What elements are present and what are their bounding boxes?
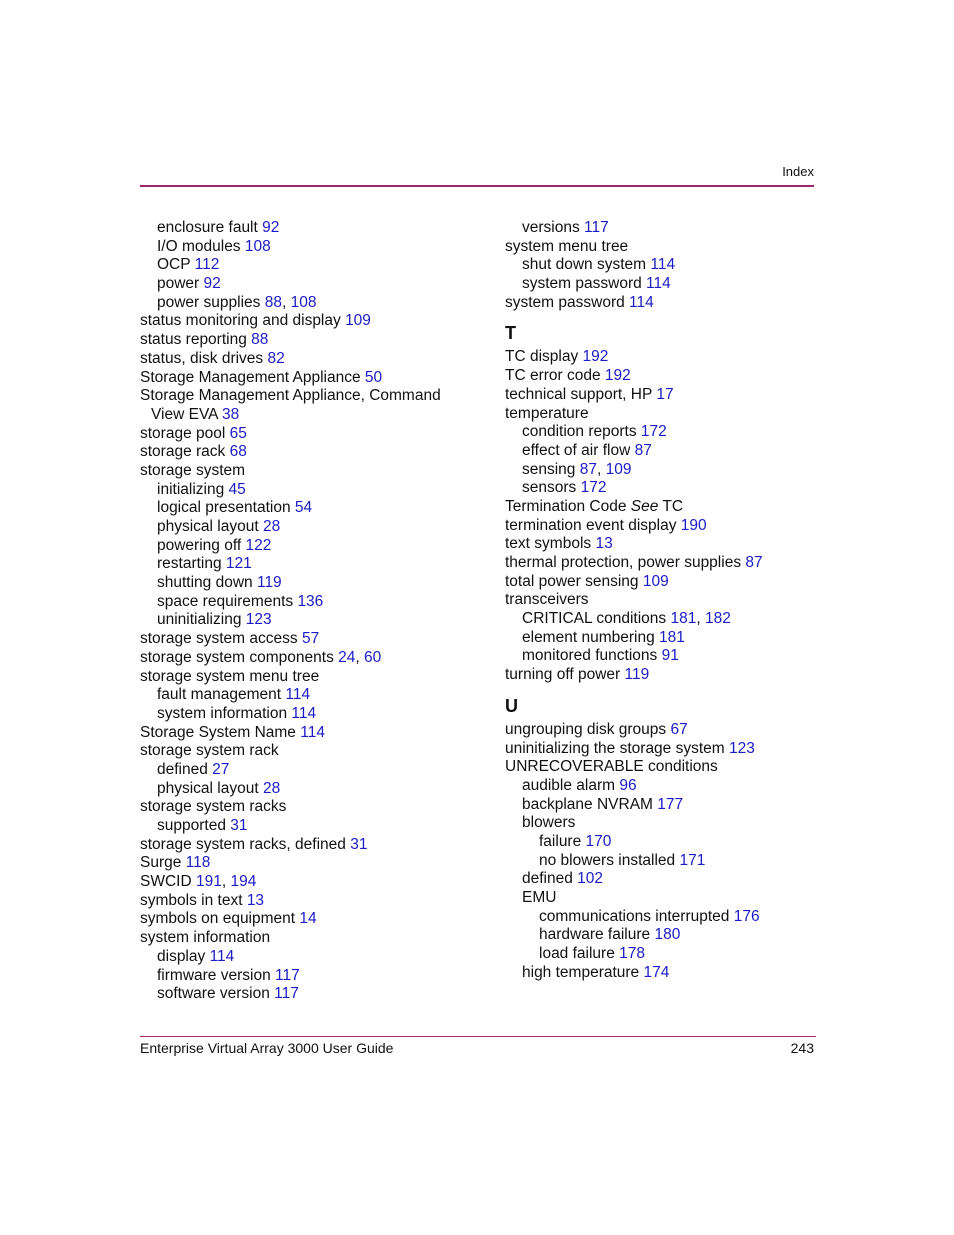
index-term: system information — [140, 929, 271, 947]
index-term: power — [157, 275, 204, 293]
index-term: status reporting — [140, 331, 252, 349]
index-term: logical presentation — [157, 499, 295, 517]
index-entry — [140, 910, 490, 929]
index-entry — [140, 387, 490, 406]
index-entry — [505, 852, 825, 871]
index-term: status, disk drives — [140, 349, 268, 367]
index-column-right — [505, 219, 825, 982]
index-term: hardware failure — [539, 926, 655, 944]
page-link[interactable]: 117 — [275, 966, 300, 984]
index-term: SWCID — [140, 873, 196, 891]
index-entry — [505, 629, 825, 648]
page-link[interactable]: 119 — [624, 666, 650, 684]
page-separator: , — [696, 610, 705, 628]
index-entry — [140, 369, 490, 388]
index-entry — [140, 331, 490, 350]
index-term: TC error code — [505, 367, 605, 385]
index-entry — [505, 554, 825, 573]
page-link[interactable]: 88 — [264, 293, 282, 311]
page-link[interactable]: 121 — [225, 555, 252, 573]
page-link[interactable]: 108 — [290, 293, 317, 311]
index-entry — [505, 461, 825, 480]
page-link[interactable]: 31 — [350, 835, 368, 853]
index-term: turning off power — [505, 666, 625, 684]
index-term: communications interrupted — [539, 907, 734, 925]
index-term: blowers — [522, 814, 576, 832]
index-term: sensors — [522, 479, 581, 497]
index-term: restarting — [157, 555, 226, 573]
page-link[interactable]: 123 — [245, 611, 272, 629]
index-entry — [505, 721, 825, 740]
index-term: storage system racks — [140, 798, 287, 816]
page-link[interactable]: 191 — [195, 873, 222, 891]
index-term: status monitoring and display — [140, 312, 346, 330]
page-link[interactable]: 177 — [657, 795, 684, 813]
index-letter-heading: U — [505, 695, 518, 716]
page-link[interactable]: 88 — [251, 331, 269, 349]
page-link[interactable]: 190 — [680, 516, 707, 534]
index-entry — [505, 814, 825, 833]
index-term: physical layout — [157, 518, 263, 535]
index-term: display — [157, 947, 210, 965]
index-term: load failure — [539, 945, 620, 963]
index-term: fault management — [157, 686, 286, 704]
page-link[interactable]: 181 — [670, 610, 697, 628]
page-link[interactable]: 92 — [203, 275, 221, 293]
index-entry — [140, 611, 490, 630]
index-term: software version — [157, 985, 275, 1003]
index-term: high temperature — [522, 963, 644, 981]
page-link[interactable]: 17 — [656, 385, 674, 403]
page-link[interactable]: 194 — [230, 873, 257, 891]
index-term: system password — [522, 275, 647, 293]
page-link[interactable]: 50 — [364, 368, 383, 386]
index-term: Surge — [140, 854, 186, 872]
index-entry — [140, 593, 490, 612]
index-entry — [505, 423, 825, 442]
index-term: symbols in text — [140, 891, 247, 909]
page-link[interactable]: 102 — [577, 870, 604, 888]
index-entry — [505, 833, 825, 852]
index-entry — [140, 742, 490, 761]
index-term: sensing — [522, 460, 580, 478]
index-term: uninitializing — [157, 611, 246, 629]
page-link[interactable]: 114 — [646, 275, 671, 293]
index-entry — [505, 386, 825, 405]
index-entry — [140, 798, 490, 817]
index-entry — [140, 892, 490, 911]
page-link[interactable]: 24 — [338, 648, 356, 666]
index-entry — [140, 312, 490, 331]
index-entry — [140, 574, 490, 593]
index-entry — [505, 517, 825, 536]
index-term: audible alarm — [522, 776, 620, 794]
index-entry — [505, 256, 825, 275]
index-term: physical layout — [157, 779, 263, 797]
page-link[interactable]: 174 — [643, 963, 670, 981]
index-term: storage system components — [140, 648, 339, 666]
page-link[interactable]: 114 — [291, 704, 317, 722]
index-entry — [140, 780, 490, 799]
index-term: system menu tree — [505, 237, 629, 255]
index-entry — [140, 406, 490, 425]
page-link[interactable]: 114 — [285, 686, 311, 704]
page-link[interactable]: 87 — [745, 554, 763, 571]
page-link[interactable]: 170 — [585, 832, 612, 850]
page-link[interactable]: 178 — [619, 945, 646, 963]
index-entry — [140, 761, 490, 780]
page-link[interactable]: 45 — [228, 480, 246, 498]
index-entry — [140, 724, 490, 743]
index-entry — [140, 256, 490, 275]
page-link[interactable]: 192 — [582, 348, 609, 366]
index-entry — [505, 367, 825, 386]
index-entry — [505, 405, 825, 424]
index-entry — [140, 929, 490, 948]
page-link[interactable]: 38 — [221, 405, 240, 423]
page-link[interactable]: 28 — [262, 518, 281, 535]
page-link[interactable]: 68 — [229, 443, 247, 461]
index-term: OCP — [157, 256, 195, 274]
index-entry — [505, 498, 825, 517]
index-entry — [140, 499, 490, 518]
index-term: temperature — [505, 404, 589, 422]
index-term: supported — [157, 817, 231, 834]
index-entry — [140, 668, 490, 687]
index-entry — [505, 573, 825, 592]
page-link[interactable]: 108 — [244, 237, 271, 255]
page-link[interactable]: 114 — [650, 256, 676, 274]
index-term: storage system menu tree — [140, 667, 320, 685]
index-entry — [140, 873, 490, 892]
index-entry — [505, 610, 825, 629]
page-link[interactable]: 87 — [579, 460, 597, 478]
index-entry — [505, 442, 825, 461]
index-term: monitored functions — [522, 647, 662, 665]
index-term: termination event display — [505, 516, 681, 534]
index-term: TC display — [505, 348, 583, 366]
page-link[interactable]: 109 — [605, 460, 632, 478]
page-separator: , — [596, 460, 606, 478]
index-term: backplane NVRAM — [522, 795, 658, 813]
index-term: storage system access — [140, 630, 302, 648]
page-separator: , — [355, 648, 365, 666]
index-term: Storage Management Appliance, Command — [140, 387, 441, 405]
page-link[interactable]: 182 — [704, 610, 731, 628]
index-entry — [505, 647, 825, 666]
index-term: UNRECOVERABLE conditions — [505, 758, 718, 776]
index-entry — [140, 294, 490, 313]
see-target: TC — [658, 497, 684, 515]
index-term: View EVA — [151, 405, 222, 423]
index-term: thermal protection, power supplies — [505, 554, 746, 571]
index-term: defined — [157, 760, 213, 778]
index-entry — [505, 479, 825, 498]
index-term: failure — [539, 832, 586, 850]
page-link[interactable]: 65 — [229, 424, 247, 442]
index-entry — [505, 294, 825, 313]
index-entry — [140, 686, 490, 705]
index-term: storage pool — [140, 424, 230, 442]
page-link[interactable]: 181 — [659, 628, 685, 646]
page-link[interactable]: 172 — [580, 479, 607, 497]
index-term: text symbols — [505, 535, 596, 553]
page-link[interactable]: 180 — [654, 926, 681, 944]
index-term: Termination Code — [505, 497, 631, 515]
page-link[interactable]: 109 — [345, 312, 371, 330]
page-link[interactable]: 28 — [262, 779, 281, 797]
index-entry — [140, 238, 490, 257]
footer-title: Enterprise Virtual Array 3000 User Guide — [140, 1040, 394, 1056]
index-term: technical support, HP — [505, 385, 657, 403]
index-letter-heading: T — [505, 323, 516, 344]
index-entry — [505, 535, 825, 554]
index-entry — [140, 836, 490, 855]
index-entry — [140, 443, 490, 462]
index-entry — [140, 537, 490, 556]
page-link[interactable]: 13 — [595, 535, 613, 553]
index-term: storage system — [140, 461, 246, 479]
page-link[interactable]: 54 — [294, 499, 313, 517]
index-term: transceivers — [505, 591, 589, 609]
index-entry — [140, 630, 490, 649]
index-entry — [505, 348, 825, 367]
see-reference: See — [630, 497, 659, 515]
page-number: 243 — [790, 1040, 814, 1056]
index-entry — [505, 870, 825, 889]
page-link[interactable]: 176 — [733, 907, 760, 925]
page-link[interactable]: 118 — [185, 854, 211, 872]
index-term: storage rack — [140, 443, 230, 461]
page-link[interactable]: 172 — [640, 423, 667, 441]
page-link[interactable]: 123 — [729, 739, 755, 757]
page-link[interactable]: 31 — [230, 817, 248, 834]
index-entry — [505, 275, 825, 294]
index-term: defined — [522, 870, 578, 888]
running-head: Index — [782, 164, 814, 179]
page-link[interactable]: 114 — [629, 293, 654, 311]
index-entry — [140, 481, 490, 500]
page-link[interactable]: 96 — [619, 776, 637, 794]
index-entry — [140, 705, 490, 724]
index-entry — [505, 777, 825, 796]
index-entry — [505, 908, 825, 927]
index-term: Storage Management Appliance — [140, 368, 365, 386]
page-link[interactable]: 171 — [679, 851, 706, 869]
index-entry — [140, 854, 490, 873]
index-entry — [140, 649, 490, 668]
index-entry — [505, 926, 825, 945]
index-entry — [140, 985, 490, 1004]
index-entry — [140, 275, 490, 294]
page-link[interactable]: 91 — [661, 647, 679, 665]
index-term: system information — [157, 704, 292, 722]
index-term: uninitializing the storage system — [505, 739, 730, 757]
index-term: CRITICAL conditions — [522, 610, 671, 628]
page-link[interactable]: 122 — [245, 536, 272, 554]
index-term: versions — [522, 219, 585, 236]
index-entry — [505, 740, 825, 759]
index-entry — [505, 796, 825, 815]
index-term: element numbering — [522, 628, 659, 646]
index-entry — [505, 889, 825, 908]
page-link[interactable]: 112 — [194, 256, 220, 274]
index-term: effect of air flow — [522, 441, 635, 459]
page-separator: , — [221, 873, 231, 891]
page-link[interactable]: 114 — [300, 723, 325, 741]
index-term: system password — [505, 293, 630, 311]
index-entry — [140, 462, 490, 481]
index-entry — [140, 518, 490, 537]
index-entry — [505, 945, 825, 964]
page-link[interactable]: 82 — [267, 349, 285, 367]
index-column-left — [140, 219, 490, 1004]
page-link[interactable]: 57 — [301, 630, 320, 648]
index-term: storage system racks, defined — [140, 835, 351, 853]
index-term: storage system rack — [140, 742, 279, 760]
index-entry — [140, 425, 490, 444]
page-link[interactable]: 192 — [604, 367, 631, 385]
index-term: I/O modules — [157, 237, 245, 255]
page-link[interactable]: 87 — [634, 441, 652, 459]
index-term: shutting down — [157, 574, 257, 592]
index-term: firmware version — [157, 966, 275, 984]
page-link[interactable]: 109 — [642, 572, 669, 590]
index-entry — [140, 555, 490, 574]
footer-rule — [140, 1036, 816, 1037]
index-entry — [140, 948, 490, 967]
index-term: ungrouping disk groups — [505, 720, 671, 738]
index-entry — [140, 967, 490, 986]
index-term: power supplies — [157, 293, 265, 311]
page-link[interactable]: 114 — [209, 947, 235, 965]
page-link[interactable]: 117 — [274, 985, 299, 1003]
page-link[interactable]: 117 — [584, 219, 609, 236]
page-link[interactable]: 13 — [246, 891, 265, 909]
page-link[interactable]: 67 — [670, 720, 688, 738]
index-entry — [505, 591, 825, 610]
index-term: symbols on equipment — [140, 910, 300, 928]
page-link[interactable]: 92 — [262, 219, 280, 236]
index-term: powering off — [157, 536, 246, 554]
index-term: no blowers installed — [539, 851, 680, 869]
index-entry — [505, 964, 825, 983]
index-term: EMU — [522, 889, 557, 906]
page-link[interactable]: 119 — [256, 574, 282, 592]
page-link[interactable]: 27 — [212, 760, 230, 778]
index-term: space requirements — [157, 592, 298, 610]
index-term: initializing — [157, 480, 229, 498]
index-entry — [140, 350, 490, 369]
header-rule — [140, 185, 814, 187]
index-term: total power sensing — [505, 572, 643, 590]
index-entry — [505, 666, 825, 685]
index-term: enclosure fault — [157, 219, 263, 236]
page-separator: , — [281, 293, 291, 311]
index-term: shut down system — [522, 256, 651, 274]
index-entry — [505, 219, 825, 238]
index-entry — [505, 238, 825, 257]
index-entry — [140, 817, 490, 836]
page-link[interactable]: 60 — [364, 648, 382, 666]
page-link[interactable]: 14 — [299, 910, 317, 928]
index-entry — [505, 758, 825, 777]
index-term: Storage System Name — [140, 723, 301, 741]
index-entry — [140, 219, 490, 238]
page-link[interactable]: 136 — [297, 592, 324, 610]
index-term: condition reports — [522, 423, 641, 441]
